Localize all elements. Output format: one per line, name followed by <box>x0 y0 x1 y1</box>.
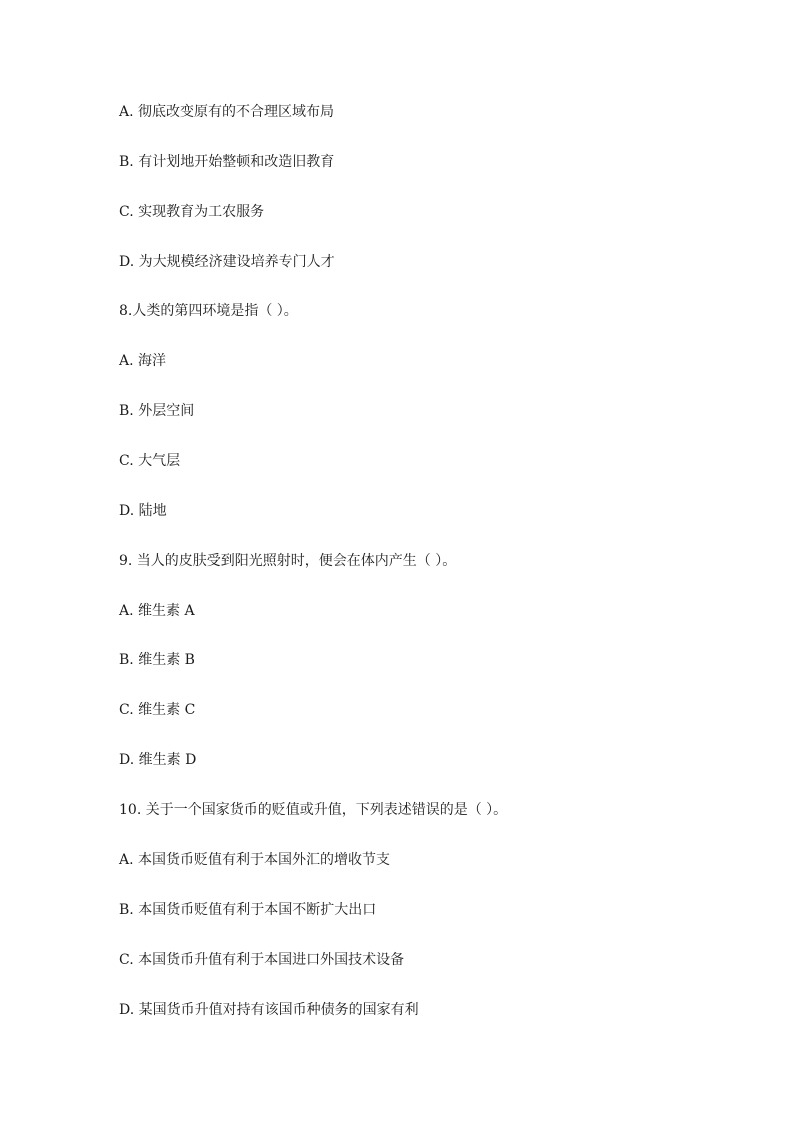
q7-option-c: C. 实现教育为工农服务 <box>119 204 265 220</box>
q9-question: 9. 当人的皮肤受到阳光照射时，便会在体内产生（ ）。 <box>119 553 457 569</box>
q9-option-a: A. 维生素 A <box>119 603 195 619</box>
q8-question: 8.人类的第四环境是指（ ）。 <box>119 303 298 319</box>
q10-option-b: B. 本国货币贬值有利于本国不断扩大出口 <box>119 902 377 918</box>
q10-option-d: D. 某国货币升值对持有该国币种债务的国家有利 <box>119 1002 419 1018</box>
q9-option-c: C. 维生素 C <box>119 702 196 718</box>
q9-option-d: D. 维生素 D <box>119 752 197 768</box>
q10-option-a: A. 本国货币贬值有利于本国外汇的增收节支 <box>119 852 391 868</box>
q9-option-b: B. 维生素 B <box>119 652 195 668</box>
q7-option-a: A. 彻底改变原有的不合理区域布局 <box>119 104 335 120</box>
q8-option-a: A. 海洋 <box>119 353 167 369</box>
q10-option-c: C. 本国货币升值有利于本国进口外国技术设备 <box>119 952 405 968</box>
q8-option-b: B. 外层空间 <box>119 403 195 419</box>
q7-option-d: D. 为大规模经济建设培养专门人才 <box>119 254 335 270</box>
q8-option-c: C. 大气层 <box>119 453 181 469</box>
q7-option-b: B. 有计划地开始整顿和改造旧教育 <box>119 154 335 170</box>
q10-question: 10. 关于一个国家货币的贬值或升值，下列表述错误的是（ ）。 <box>119 802 508 818</box>
q8-option-d: D. 陆地 <box>119 503 167 519</box>
